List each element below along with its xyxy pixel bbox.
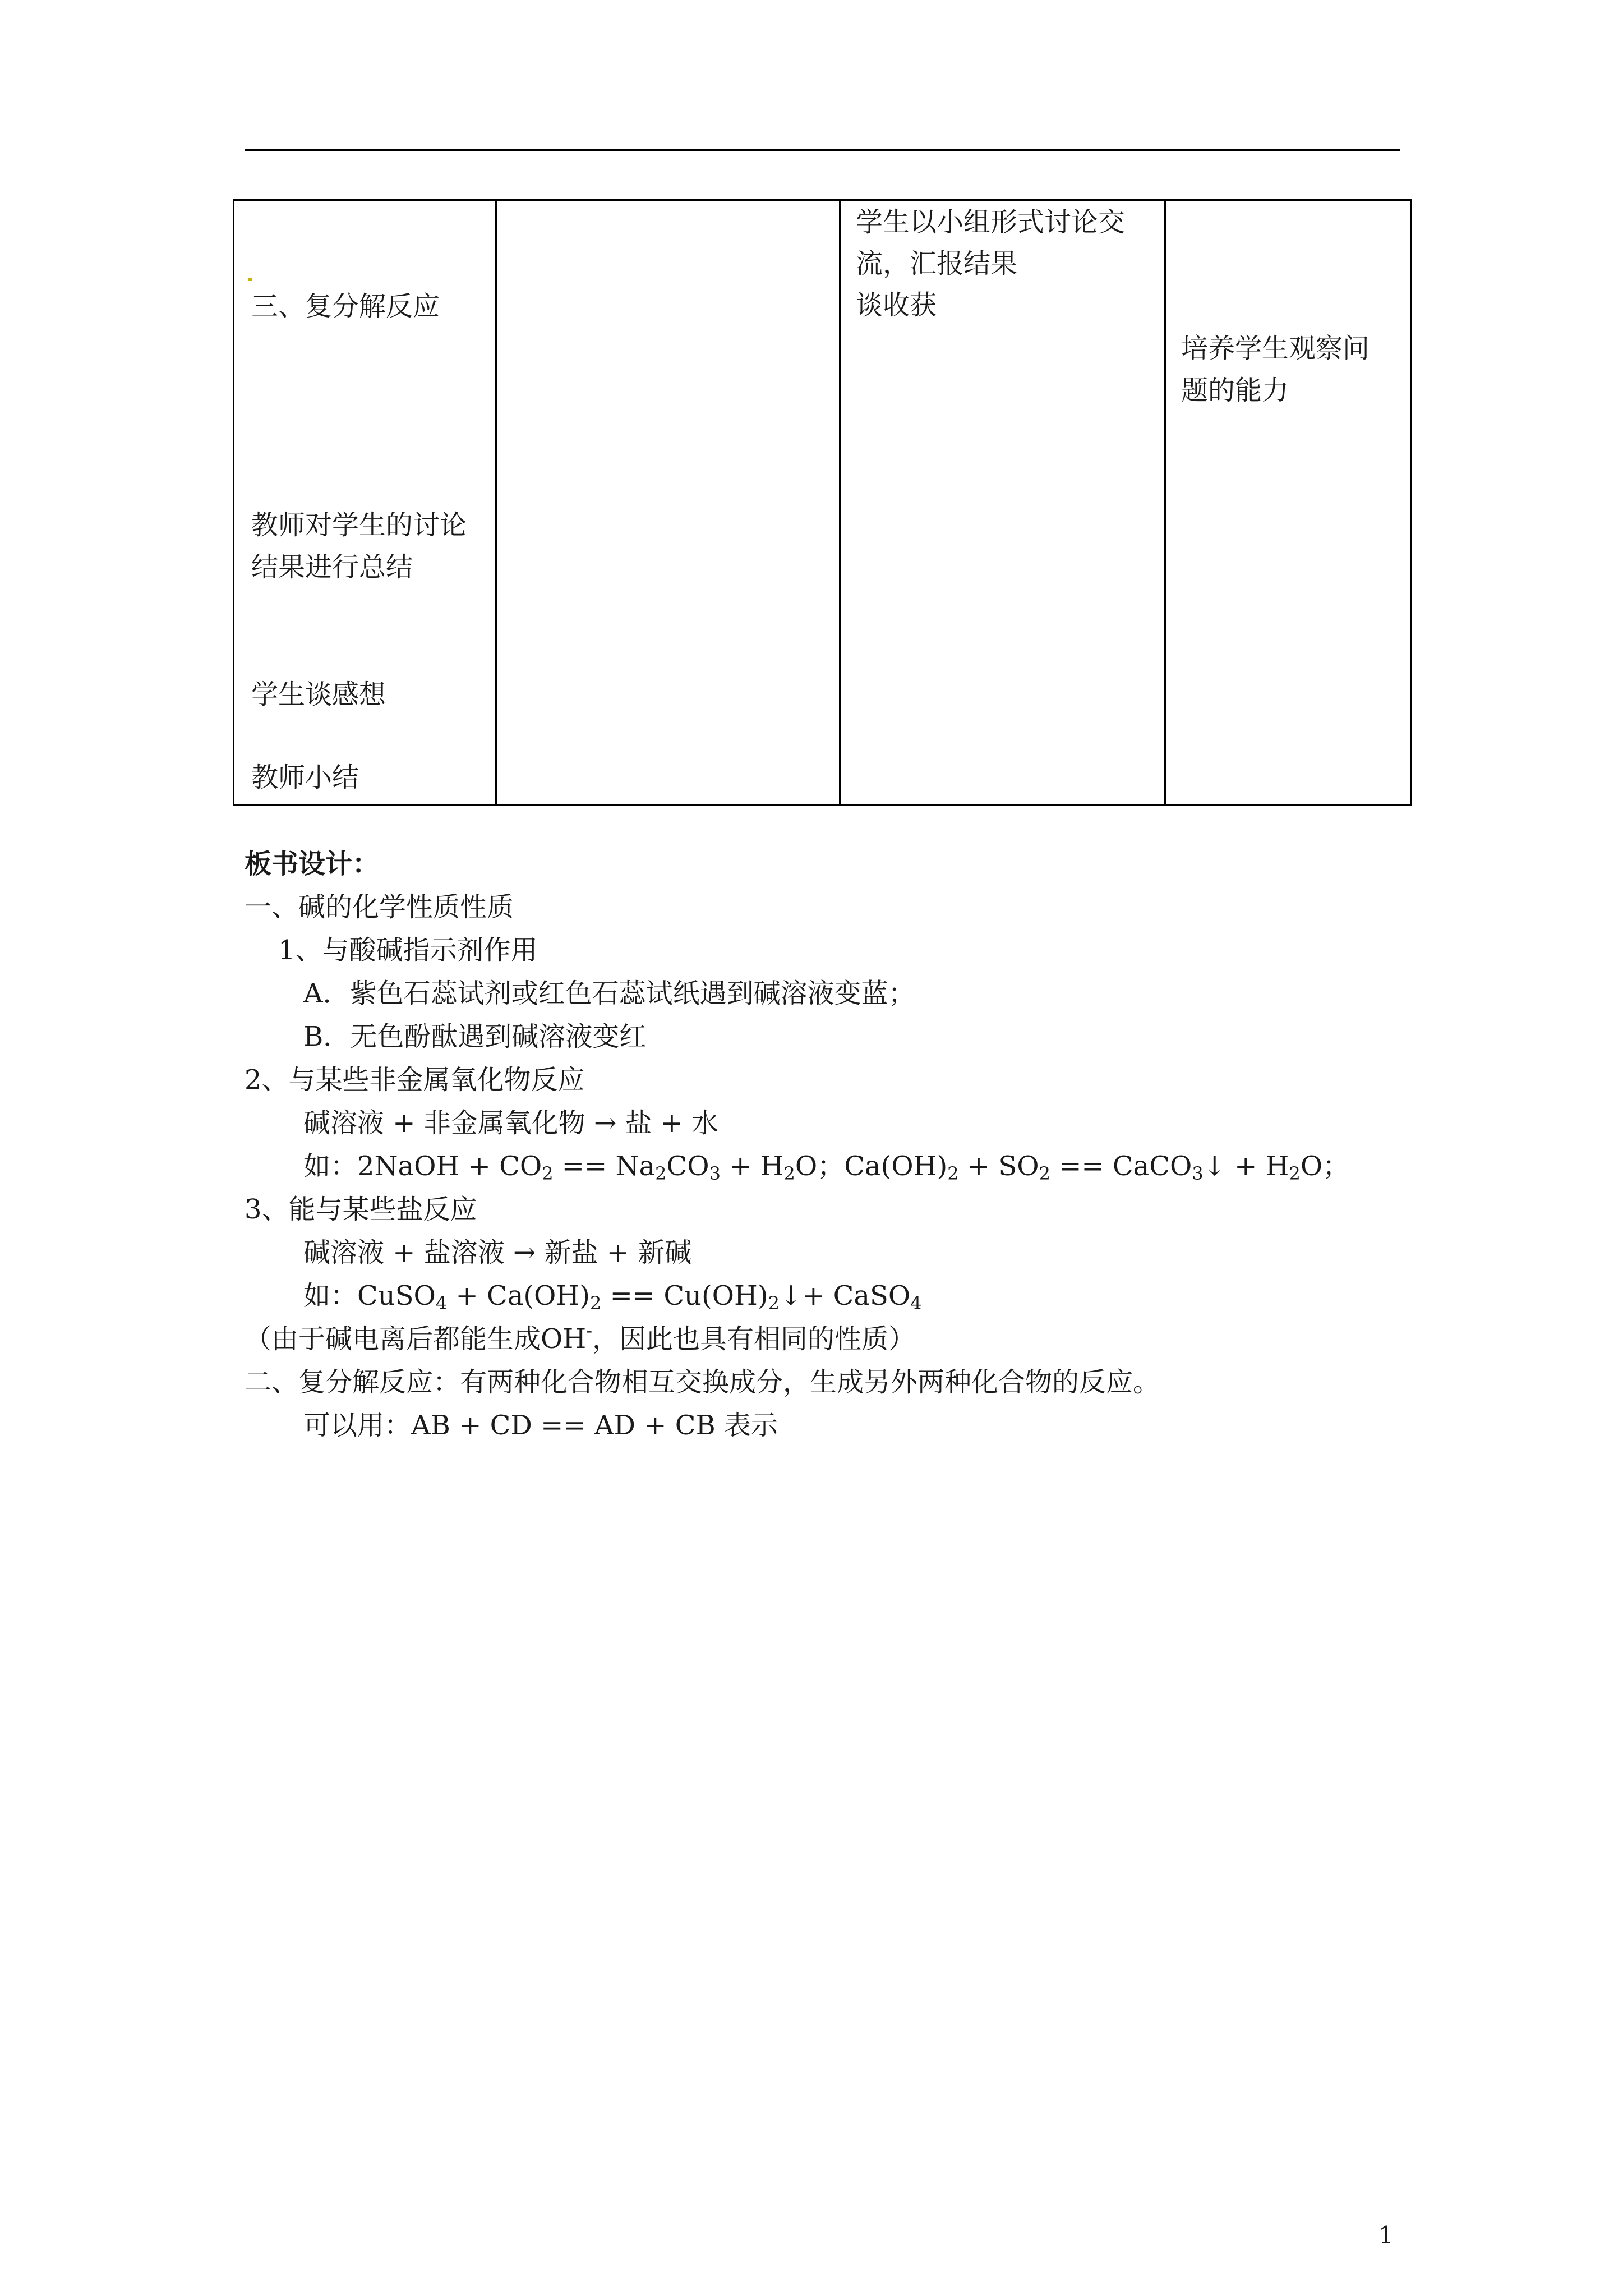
cell-text-line: 学生谈感想 xyxy=(251,679,386,710)
note-text: （由于碱电离后都能生成OH-，因此也具有相同的性质） xyxy=(245,1320,916,1355)
reaction-rule: 碱溶液 + 盐溶液 → 新盐 + 新碱 xyxy=(303,1237,692,1268)
section-heading: 一、碱的化学性质性质 xyxy=(245,891,514,923)
table-cell-intent xyxy=(1165,200,1412,805)
list-item: A．紫色石蕊试剂或红色石蕊试纸遇到碱溶液变蓝； xyxy=(303,978,915,1009)
cell-text-line: 教师对学生的讨论 xyxy=(251,509,467,541)
lesson-table xyxy=(233,199,1412,806)
cell-text-line: 教师小结 xyxy=(251,762,359,793)
cell-text-line: 三、复分解反应 xyxy=(251,291,440,322)
section-heading: 3、能与某些盐反应 xyxy=(245,1194,477,1225)
formula-expression: 可以用：AB + CD == AD + CB 表示 xyxy=(303,1410,778,1441)
reaction-example: 如：2NaOH + $CO_2 == Na_2CO_3 + H_2O$；$Ca(OH)_2 + SO_2$ == CaCO$_3$↓ + $H_2O$； xyxy=(303,1151,1350,1184)
table-cell-process xyxy=(234,200,496,805)
cell-text-line: 谈收获 xyxy=(856,289,937,321)
header-rule xyxy=(245,149,1400,151)
page-number: 1 xyxy=(1378,2221,1394,2249)
board-heading: 板书设计： xyxy=(245,848,380,880)
cell-text-line: 题的能力 xyxy=(1181,375,1289,406)
cell-text-line: 学生以小组形式讨论交 xyxy=(856,206,1126,238)
cell-text-line: 培养学生观察问 xyxy=(1181,333,1370,364)
reaction-example: 如：CuSO$_4$ + $Ca(OH)_2$ == $Cu(OH)_2↓+$ CaSO$_4$ xyxy=(303,1280,922,1314)
reaction-rule: 碱溶液 + 非金属氧化物 → 盐 + 水 xyxy=(303,1107,719,1139)
board-design xyxy=(245,843,1349,1447)
table-cell-teacher xyxy=(496,200,840,805)
section-heading: 二、复分解反应：有两种化合物相互交换成分，生成另外两种化合物的反应。 xyxy=(245,1366,1160,1398)
subsection-heading: 1、与酸碱指示剂作用 xyxy=(278,935,538,966)
section-heading: 2、与某些非金属氧化物反应 xyxy=(245,1064,585,1096)
list-item: B．无色酚酞遇到碱溶液变红 xyxy=(303,1021,647,1052)
table-cell-student xyxy=(840,200,1165,805)
cell-text-line: 流，汇报结果 xyxy=(856,248,1018,279)
cell-text-line: 结果进行总结 xyxy=(251,551,413,583)
stray-mark xyxy=(248,278,252,281)
